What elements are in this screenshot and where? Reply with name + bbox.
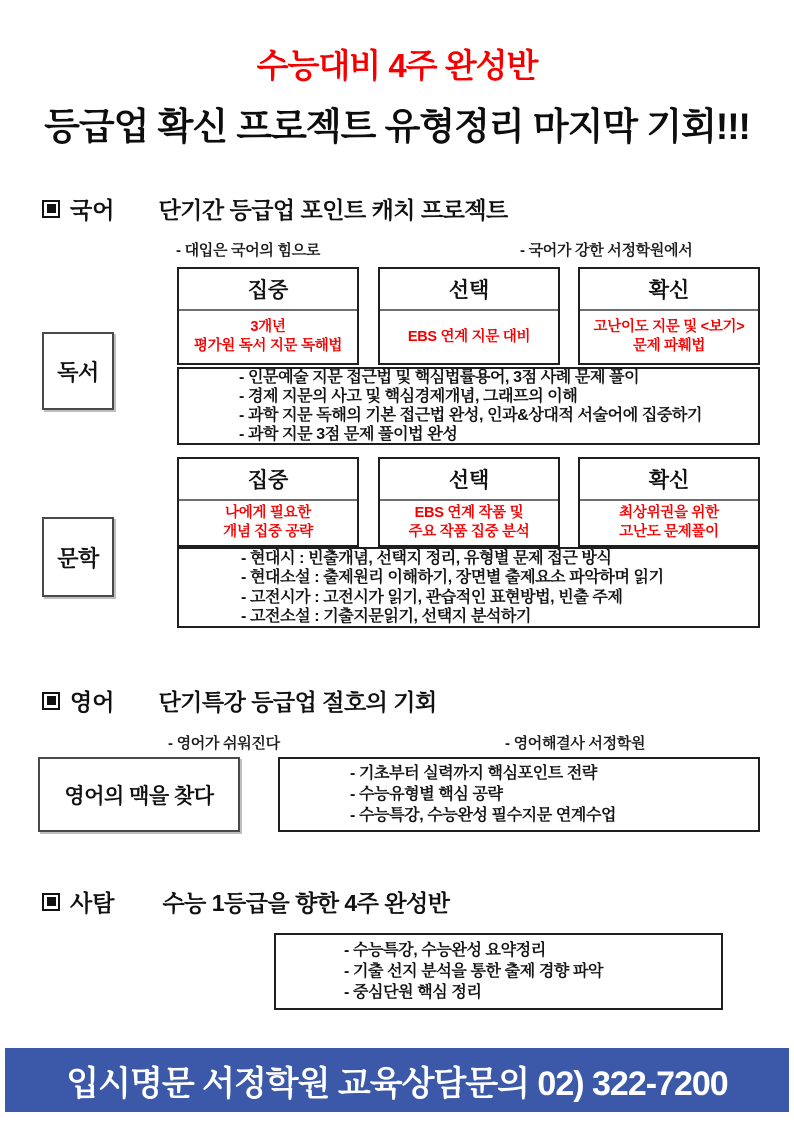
section-subtitle-social: 수능 1등급을 향한 4주 완성반 <box>162 890 450 916</box>
highlight-line: 나에게 필요한 <box>225 505 311 522</box>
highlight-line: EBS 연계 작품 및 <box>414 505 524 522</box>
flyer-title-black: 등급업 확신 프로젝트 유형정리 마지막 기회!!! <box>44 106 750 147</box>
column-header: 선택 <box>380 269 558 311</box>
column-highlight <box>179 501 357 545</box>
bullet-item: - 경제 지문의 사고 및 핵심경제개념, 그래프의 이해 <box>239 388 578 405</box>
korean-note-right: - 국어가 강한 서정학원에서 <box>520 242 693 259</box>
english-bullet-box <box>278 757 760 832</box>
highlight-line: EBS 연계 지문 대비 <box>407 328 531 345</box>
section-header-english <box>42 684 437 717</box>
bullet-item: - 수능유형별 핵심 공략 <box>350 786 503 803</box>
bullet-item: - 기초부터 실력까지 핵심포인트 전략 <box>350 765 597 782</box>
section-subtitle-korean: 단기간 등급업 포인트 캐치 프로젝트 <box>158 197 508 223</box>
column-highlight <box>380 311 558 363</box>
column-header: 확신 <box>580 459 758 501</box>
literature-column-focus <box>177 457 359 547</box>
highlight-line: 최상위권을 위한 <box>619 505 719 522</box>
social-bullet-box <box>274 933 723 1010</box>
section-label-social: 사탐 <box>70 890 115 916</box>
column-highlight <box>580 311 758 363</box>
reading-bullet-box <box>177 367 760 445</box>
english-note-left: - 영어가 쉬워진다 <box>168 735 280 752</box>
highlight-line: 고난도 문제풀이 <box>619 524 719 540</box>
reading-column-focus <box>177 267 359 365</box>
literature-column-confidence <box>578 457 760 547</box>
bullet-item: - 중심단원 핵심 정리 <box>344 984 482 1001</box>
bullet-item: - 수능특강, 수능완성 필수지문 연계수업 <box>350 807 617 824</box>
column-highlight <box>179 311 357 363</box>
highlight-line: 문제 파훼법 <box>632 338 706 354</box>
english-slogan-box: 영어의 맥을 찾다 <box>38 757 240 832</box>
reading-column-select <box>378 267 560 365</box>
bullet-item: - 현대소설 : 출제원리 이해하기, 장면별 출제요소 파악하며 읽기 <box>241 569 664 586</box>
column-highlight <box>380 501 558 545</box>
column-header: 집중 <box>179 269 357 311</box>
highlight-line: 개념 집중 공략 <box>223 524 313 540</box>
section-label-english: 영어 <box>70 689 115 715</box>
section-label-korean: 국어 <box>70 197 115 223</box>
section-marker-icon <box>42 692 60 710</box>
column-header: 확신 <box>580 269 758 311</box>
korean-note-left: - 대입은 국어의 힘으로 <box>176 242 321 259</box>
section-subtitle-english: 단기특강 등급업 절호의 기회 <box>158 689 437 715</box>
column-header: 선택 <box>380 459 558 501</box>
literature-bullet-box <box>177 547 760 628</box>
literature-column-select <box>378 457 560 547</box>
bullet-item: - 고전소설 : 기출지문읽기, 선택지 분석하기 <box>241 608 532 625</box>
english-note-right: - 영어해결사 서정학원 <box>505 735 646 752</box>
highlight-line: 3개년 <box>250 319 286 336</box>
column-header: 집중 <box>179 459 357 501</box>
highlight-line: 주요 작품 집중 분석 <box>408 524 530 540</box>
highlight-line: 평가원 독서 지문 독해법 <box>193 338 343 354</box>
bullet-item: - 과학 지문 3점 문제 풀이법 완성 <box>239 426 458 443</box>
reading-column-confidence <box>578 267 760 365</box>
bullet-item: - 고전시가 : 고전시가 읽기, 관습적인 표현방법, 빈출 주제 <box>241 588 623 606</box>
contact-banner: 입시명문 서정학원 교육상담문의 02) 322-7200 <box>5 1048 789 1112</box>
flyer-title-red: 수능대비 4주 완성반 <box>256 47 538 84</box>
section-marker-icon <box>42 893 60 911</box>
section-header-social <box>42 885 449 918</box>
bullet-item: - 인문예술 지문 접근법 및 핵심법률용어, 3점 사례 문제 풀이 <box>239 369 640 386</box>
highlight-line: 고난이도 지문 및 <보기> <box>593 319 745 336</box>
literature-label-box: 문학 <box>42 517 114 597</box>
bullet-item: - 과학 지문 독해의 기본 접근법 완성, 인과&상대적 서술어에 집중하기 <box>239 407 703 424</box>
bullet-item: - 현대시 : 빈출개념, 선택지 정리, 유형별 문제 접근 방식 <box>241 549 612 567</box>
reading-label-box: 독서 <box>42 332 114 410</box>
bullet-item: - 기출 선지 분석을 통한 출제 경향 파악 <box>344 963 604 980</box>
column-highlight <box>580 501 758 545</box>
section-header-korean <box>42 192 508 225</box>
section-marker-icon <box>42 200 60 218</box>
bullet-item: - 수능특강, 수능완성 요약정리 <box>344 942 546 959</box>
